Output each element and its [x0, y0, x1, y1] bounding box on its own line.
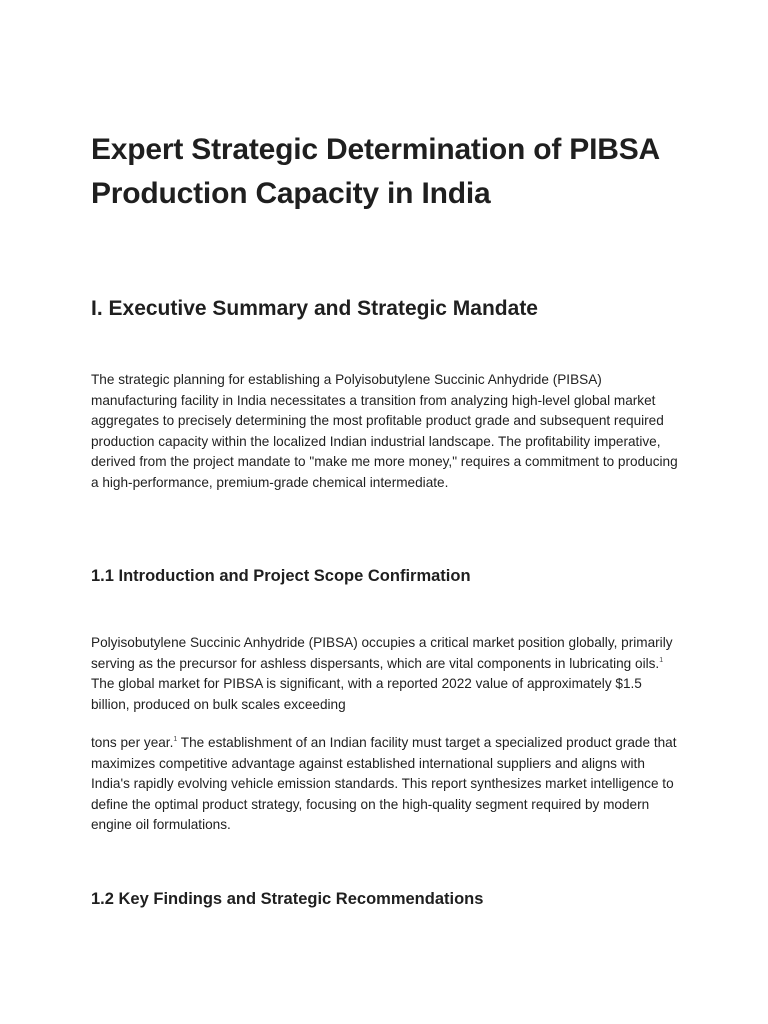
introduction-paragraph-1 [91, 633, 683, 715]
introduction-paragraph-2-text-b: The establishment of an Indian facility must target a specialized product grade that maximizes competitive advantage against established international suppliers and aligns with India's rapidly evolving vehicle emission standards. This report synthesizes market intelligence to define the optimal product strategy, focusing on the high-quality segment required by modern engine oil formulations. [91, 735, 677, 833]
subsection-heading-introduction: 1.1 Introduction and Project Scope Confirmation [91, 567, 471, 585]
introduction-paragraph-2-text-a: tons per year. [91, 735, 174, 750]
introduction-paragraph-1-text-b: The global market for PIBSA is significant, with a reported 2022 value of approximately $1.5 billion, produced on bulk scales exceeding [91, 676, 642, 712]
footnote-reference[interactable]: 1 [659, 656, 664, 664]
introduction-paragraph-2 [91, 733, 683, 836]
introduction-paragraph-1-text-a: Polyisobutylene Succinic Anhydride (PIBSA) occupies a critical market position globally, primarily serving as the precursor for ashless dispersants, which are vital components in lubricating oils. [91, 635, 673, 671]
document-title: Expert Strategic Determination of PIBSA Production Capacity in India [91, 133, 659, 210]
section-heading-executive-summary: I. Executive Summary and Strategic Mandate [91, 297, 538, 320]
footnote-reference[interactable]: 1 [173, 736, 178, 743]
executive-summary-paragraph: The strategic planning for establishing a Polyisobutylene Succinic Anhydride (PIBSA) manufacturing facility in India necessitates a transition from analyzing high-level global market aggregates to precisely determining the most profitable product grade and subsequent required production capacity within the localized Indian industrial landscape. The profitability imperative, derived from the project mandate to "make me more money," requires a commitment to producing a high-performance, premium-grade chemical intermediate. [91, 372, 678, 490]
subsection-heading-key-findings: 1.2 Key Findings and Strategic Recommendations [91, 890, 484, 908]
